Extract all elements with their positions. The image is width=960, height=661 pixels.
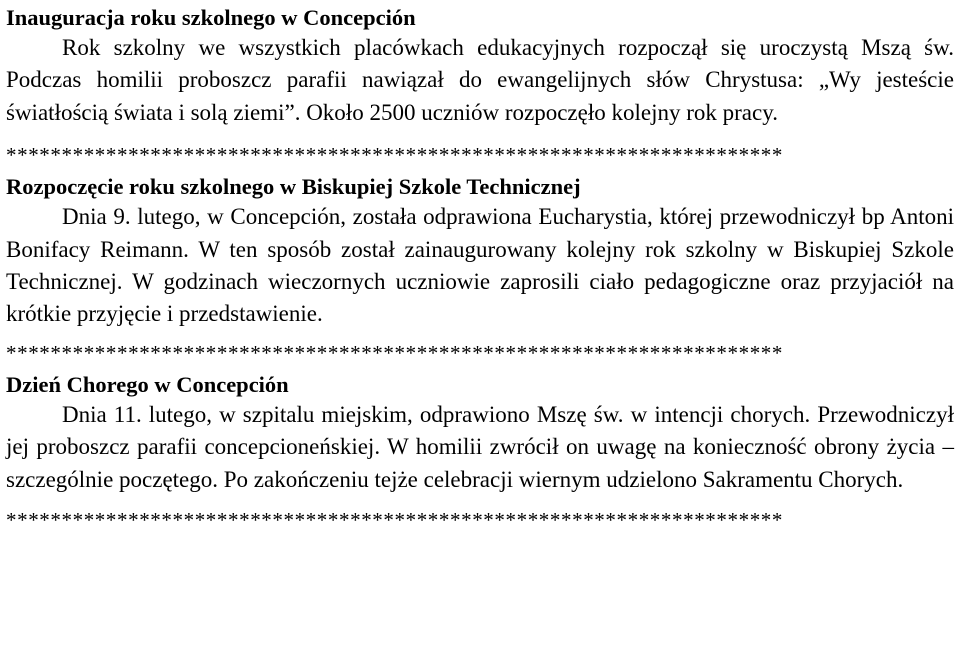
article-title: Inauguracja roku szkolnego w Concepción bbox=[6, 5, 416, 30]
article-title: Rozpoczęcie roku szkolnego w Biskupiej Szkole Technicznej bbox=[6, 174, 581, 200]
article-body: Dnia 9. lutego, w Concepción, została odprawiona Eucharystia, której przewodniczył bp Antoni Bonifacy Reimann. W ten sposób został zainaugurowany kolejny rok szkolny w Biskupiej Szkole Technicznej. W godzinach wieczornych uczniowie zaprosili ciało pedagogiczne oraz przyjaciół na krótkie przyjęcie i przedstawienie. bbox=[6, 204, 954, 327]
document-page bbox=[0, 4, 960, 661]
article-body: Dnia 11. lutego, w szpitalu miejskim, odprawiono Mszę św. w intencji chorych. Przewodniczył jej proboszcz parafii concepcioneńskiej. W homilii zwrócił on uwagę na konieczność obrony życia – szczególnie poczętego. Po zakończeniu tejże celebracji wiernym udzielono Sakramentu Chorych. bbox=[6, 401, 954, 492]
article-title: Dzień Chorego w Concepción bbox=[6, 371, 289, 397]
separator: ********************************************************************** bbox=[6, 508, 783, 533]
separator: ********************************************************************** bbox=[6, 340, 783, 365]
separator: ********************************************************************** bbox=[6, 143, 783, 168]
article-body: Rok szkolny we wszystkich placówkach edukacyjnych rozpoczął się uroczystą Mszą św. Podczas homilii proboszcz parafii nawiązał do ewangelijnych słów Chrystusa: „Wy jesteście światłością świata i solą ziemi”. Około 2500 uczniów rozpoczęło kolejny rok pracy. bbox=[6, 35, 954, 125]
